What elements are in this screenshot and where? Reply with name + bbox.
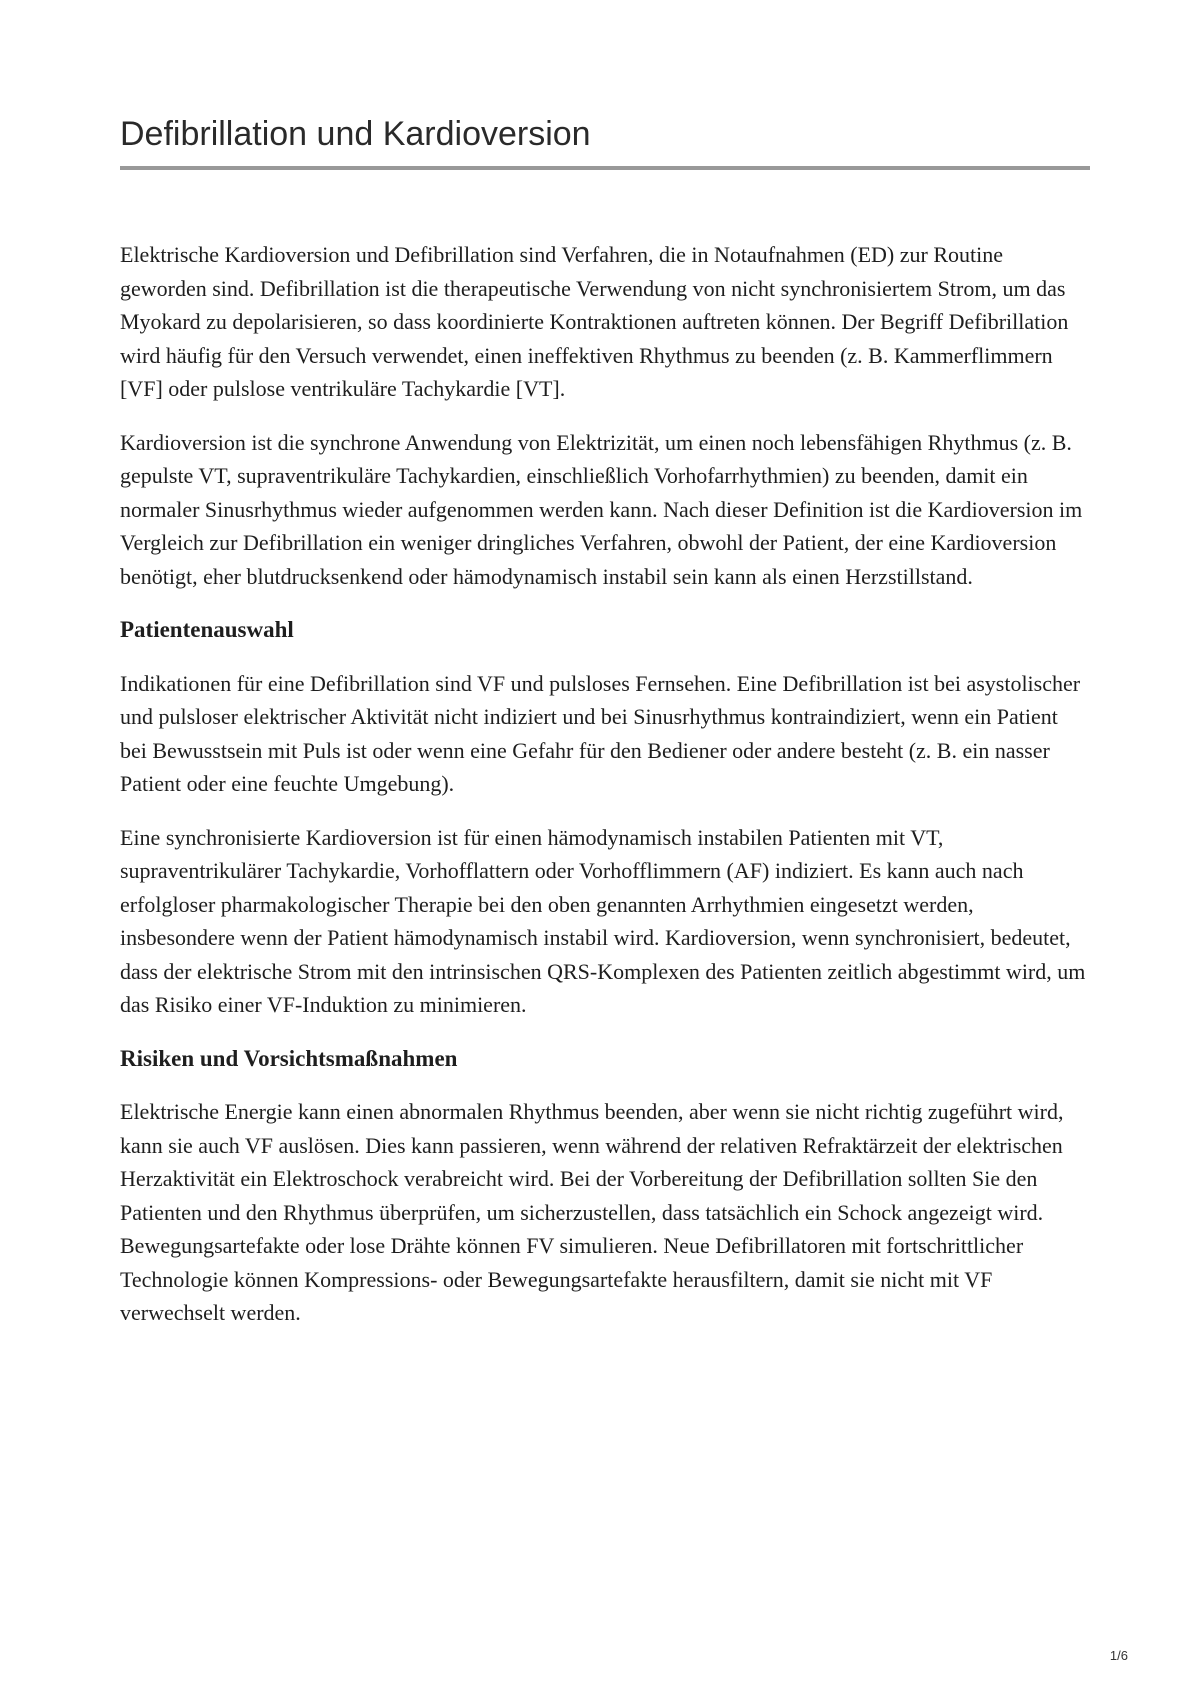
- section-paragraph: Indikationen für eine Defibrillation sind VF und pulsloses Fernsehen. Eine Defibrillation ist bei asystolischer und pulsloser elektrischer Aktivität nicht indiziert und bei Sinusrhythmus kontraindiziert, wenn ein Patient bei Bewusstsein mit Puls ist oder wenn eine Gefahr für den Bediener oder andere besteht (z. B. ein nasser Patient oder eine feuchte Umgebung).: [120, 670, 1081, 796]
- document-body: [120, 238, 1090, 1350]
- section-heading-risiken: Risiken und Vorsichtsmaßnahmen: [120, 1045, 458, 1071]
- intro-paragraph-2: Kardioversion ist die synchrone Anwendung von Elektrizität, um einen noch lebensfähigen Rhythmus (z. B. gepulste VT, supraventrikuläre Tachykardien, einschließlich Vorhofarrhythmien) zu beenden, damit ein normaler Sinusrhythmus wieder aufgenommen werden kann. Nach dieser Definition ist die Kardioversion im Vergleich zur Defibrillation ein weniger dringliches Verfahren, obwohl der Patient, der eine Kardioversion benötigt, eher blutdrucksenkend oder hämodynamisch instabil sein kann als einen Herzstillstand.: [120, 429, 1083, 589]
- page-number: 1/6: [1109, 1648, 1128, 1663]
- title-divider: [120, 166, 1090, 170]
- intro-paragraph-1: Elektrische Kardioversion und Defibrillation sind Verfahren, die in Notaufnahmen (ED) zur Routine geworden sind. Defibrillation ist die therapeutische Verwendung von nicht synchronisiertem Strom, um das Myokard zu depolarisieren, so dass koordinierte Kontraktionen auftreten können. Der Begriff Defibrillation wird häufig für den Versuch verwendet, einen ineffektiven Rhythmus zu beenden (z. B. Kammerflimmern [VF] oder pulslose ventrikuläre Tachykardie [VT].: [120, 242, 1069, 401]
- section-paragraph: Eine synchronisierte Kardioversion ist für einen hämodynamisch instabilen Patienten mit VT, supraventrikulärer Tachykardie, Vorhofflattern oder Vorhofflimmern (AF) indiziert. Es kann auch nach erfolgloser pharmakologischer Therapie bei den oben genannten Arrhythmien eingesetzt werden, insbesondere wenn der Patient hämodynamisch instabil wird. Kardioversion, wenn synchronisiert, bedeutet, dass der elektrische Strom mit den intrinsischen QRS-Komplexen des Patienten zeitlich abgestimmt wird, um das Risiko einer VF-Induktion zu minimieren.: [120, 824, 1086, 1017]
- section-paragraph: Elektrische Energie kann einen abnormalen Rhythmus beenden, aber wenn sie nicht richtig zugeführt wird, kann sie auch VF auslösen. Dies kann passieren, wenn während der relativen Refraktärzeit der elektrischen Herzaktivität ein Elektroschock verabreicht wird. Bei der Vorbereitung der Defibrillation sollten Sie den Patienten und den Rhythmus überprüfen, um sicherzustellen, dass tatsächlich ein Schock angezeigt wird. Bewegungsartefakte oder lose Drähte können FV simulieren. Neue Defibrillatoren mit fortschrittlicher Technologie können Kompressions- oder Bewegungsartefakte herausfiltern, damit sie nicht mit VF verwechselt werden.: [120, 1099, 1064, 1325]
- section-heading-patientenauswahl: Patientenauswahl: [120, 617, 294, 642]
- page-title: Defibrillation und Kardioversion: [120, 115, 591, 153]
